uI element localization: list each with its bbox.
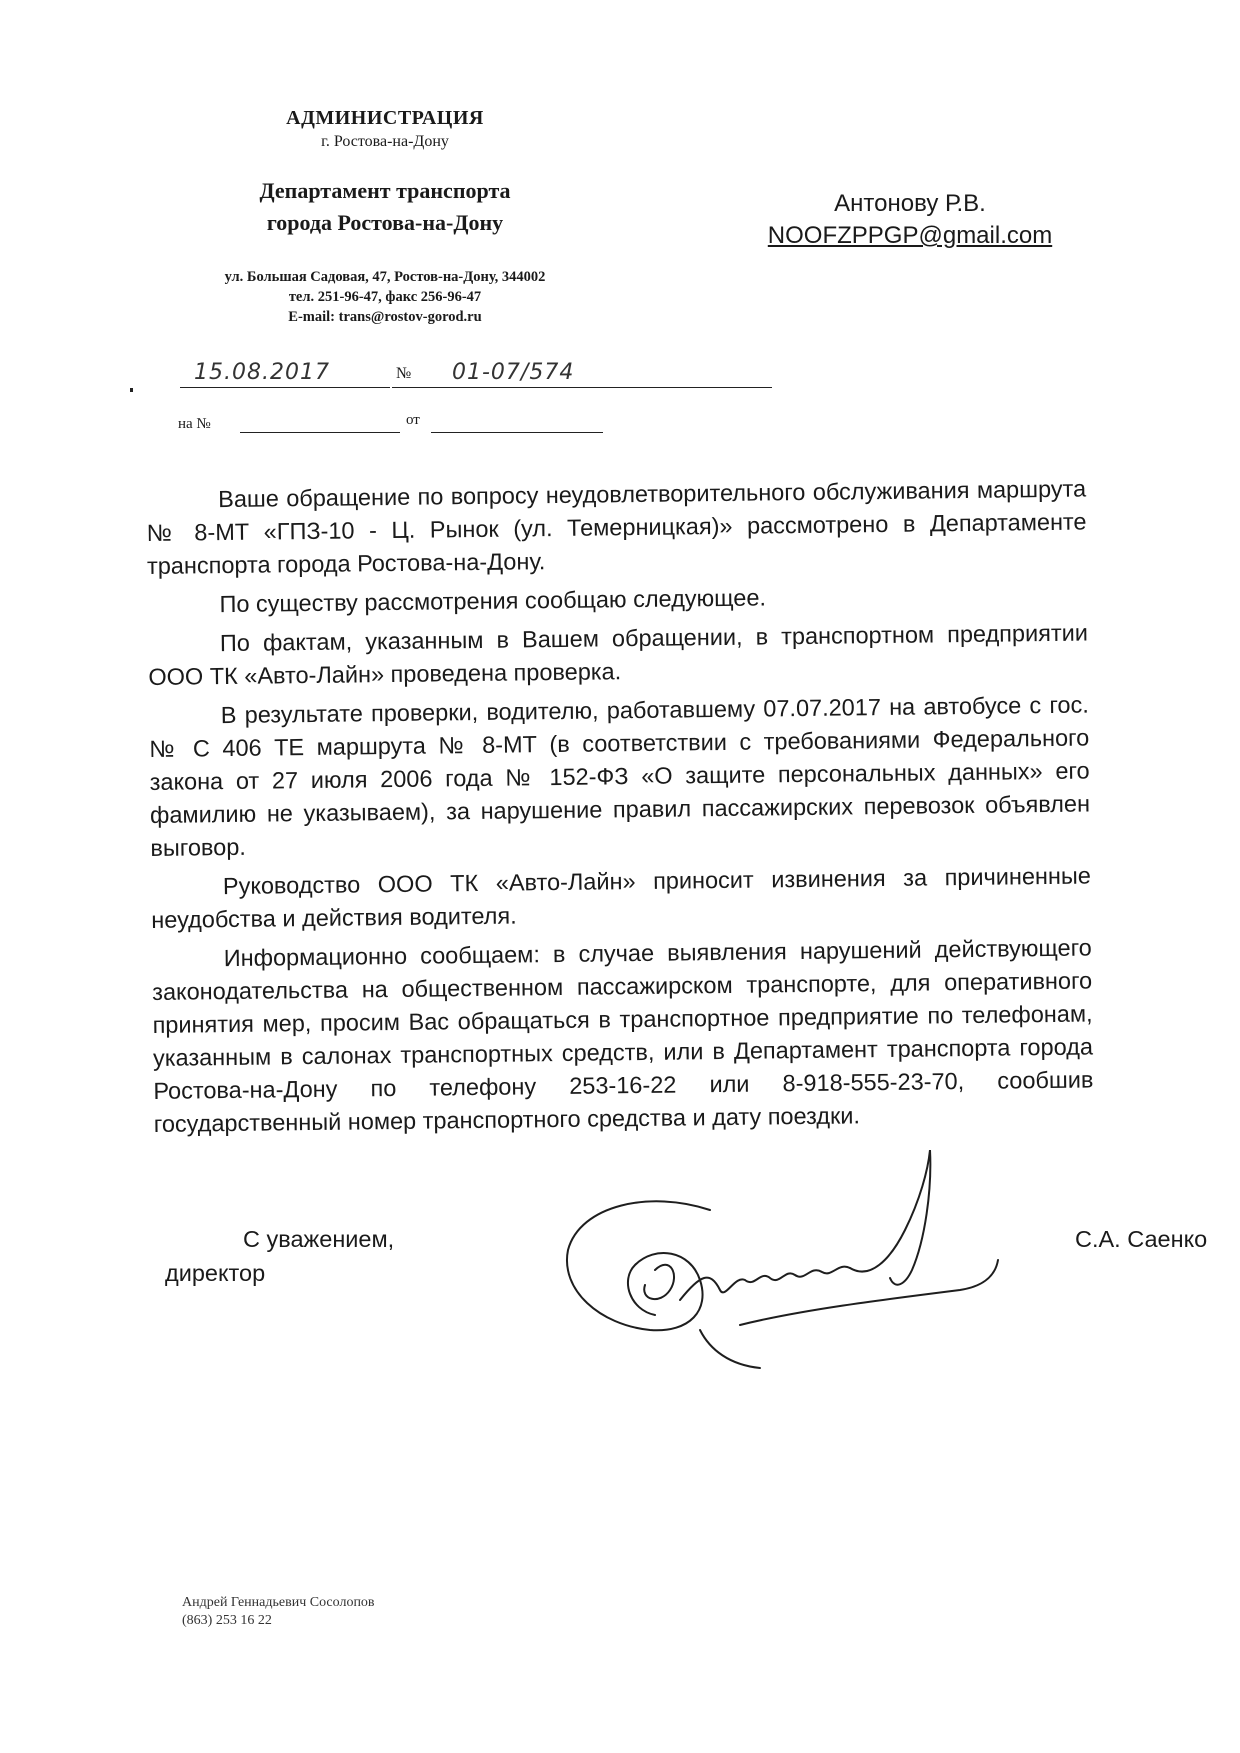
reference-from-label: от [406, 412, 420, 428]
letter-body [146, 473, 1094, 1147]
body-paragraph: В результате проверки, водителю, работавшему 07.07.2017 на автобусе с гос. № С 406 ТЕ маршрута № 8-МТ (в соответствии с требованиями Федерального закона от 27 июля 2006 года № 152-ФЗ «О защите персональных данных» его фамилию не указываем), за нарушение правил пассажирских перевозок объявлен выговор. [149, 691, 1091, 861]
reference-date-blank [431, 412, 603, 433]
signer-name: С.А. Саенко [1075, 1226, 1208, 1252]
letterhead-department [150, 175, 620, 239]
executor-name: Андрей Геннадьевич Сосолопов [182, 1595, 375, 1610]
body-paragraph: По фактам, указанным в Вашем обращении, в транспортном предприятии ООО ТК «Авто-Лайн» проведена проверка. [148, 619, 1089, 690]
letterhead-city: г. Ростова-на-Дону [321, 133, 449, 150]
letterhead-address: ул. Большая Садовая, 47, Ростов-на-Дону, 344002 [224, 269, 546, 285]
body-paragraph: Информационно сообщаем: в случае выявления нарушений действующего законодательства на общественном пассажирском транспорте, для оперативного принятия мер, просим Вас обращаться в транспортное предприятие по телефонам, указанным в салонах транспортных средств, или в Департамент транспорта города Ростова-на-Дону по телефону 253-16-22 или 8-918-555-23-70, сообшив государственный номер транспортного средства и дату поездки. [152, 934, 1094, 1137]
letterhead-email: E-mail: trans@rostov-gorod.ru [288, 309, 482, 325]
margin-mark [130, 388, 133, 392]
reference-number-blank [240, 412, 400, 433]
outgoing-date-field [180, 359, 390, 388]
outgoing-date: 15.08.2017 [194, 360, 330, 385]
body-paragraph: По существу рассмотрения сообщаю следующее. [219, 584, 767, 618]
letterhead-phone: тел. 251-96-47, факс 256-96-47 [288, 289, 482, 305]
letterhead-contacts [150, 267, 620, 327]
body-paragraph: Ваше обращение по вопросу неудовлетворительного обслуживания маршрута № 8-МТ «ГПЗ-10 - Ц. Рынок (ул. Темерницкая)» рассмотрено в Департаменте транспорта города Ростова-на-Дону. [146, 475, 1087, 579]
outgoing-registration [180, 355, 610, 395]
closing-block [165, 1222, 394, 1290]
executor-phone: (863) 253 16 22 [182, 1613, 272, 1628]
letterhead-admin: АДМИНИСТРАЦИЯ [286, 107, 484, 129]
reference-line [178, 412, 608, 438]
letterhead-dept-line1: Департамент транспорта [259, 178, 511, 203]
letterhead-dept-line2: города Ростова-на-Дону [266, 210, 504, 235]
body-paragraph: Руководство ООО ТК «Авто-Лайн» приносит извинения за причиненные неудобства и действия водителя. [151, 862, 1092, 933]
closing-regards: С уважением, [243, 1226, 395, 1252]
reference-number-label: на № [178, 416, 211, 432]
recipient-email: NOOFZPPGP@gmail.com [767, 222, 1053, 249]
outgoing-number-field [392, 359, 772, 388]
outgoing-number-label: № [396, 365, 412, 382]
signature-image [560, 1150, 1000, 1380]
outgoing-number: 01-07/574 [452, 360, 575, 385]
recipient-name: Антонову Р.В. [834, 190, 986, 217]
executor-footer [182, 1594, 375, 1630]
closing-position: директор [165, 1260, 266, 1286]
letterhead [150, 105, 620, 327]
recipient-block [740, 188, 1080, 252]
